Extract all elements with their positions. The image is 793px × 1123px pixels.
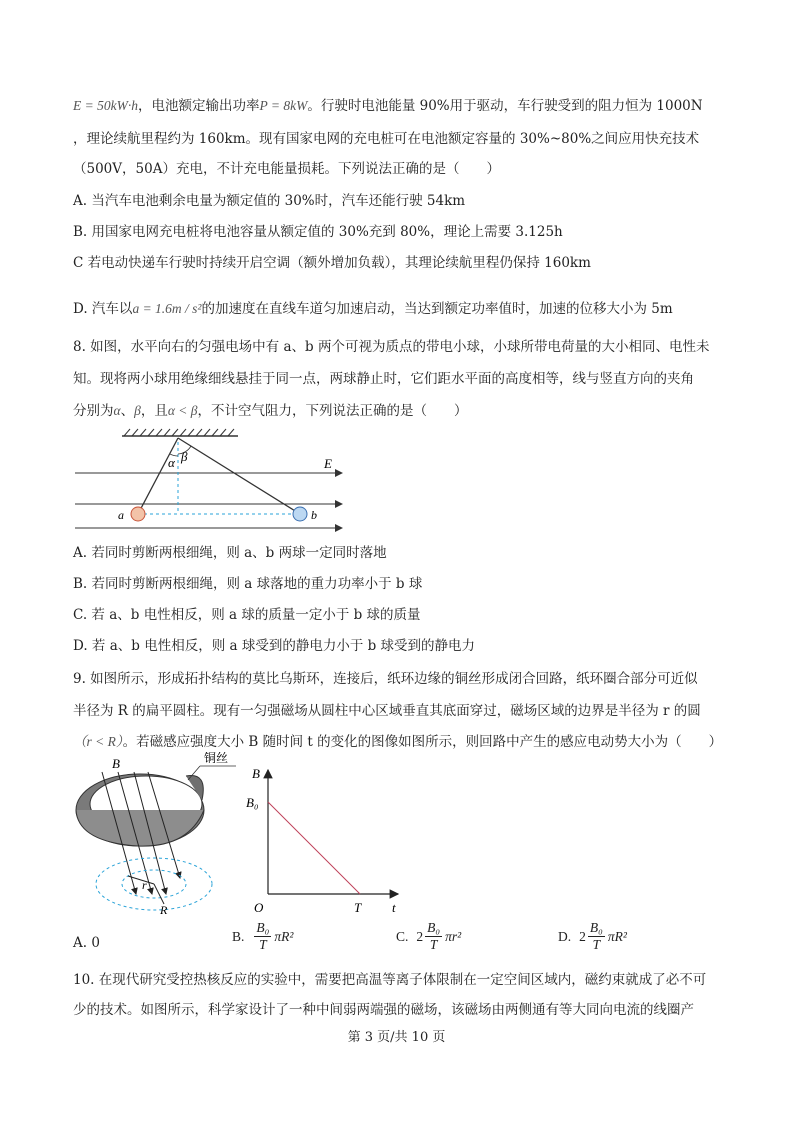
q9-option-c — [396, 920, 461, 953]
q9-option-c-num: B₀ — [427, 920, 441, 935]
origin-label: O — [254, 900, 264, 915]
q7-option-c: C 若电动快递车行驶时持续开启空调（额外增加负载），其理论续航里程仍保持 160km — [73, 255, 591, 271]
q9-option-c-coef: 2 — [416, 928, 424, 944]
q9-option-b-tail: πR² — [274, 928, 294, 944]
ring-side — [76, 810, 204, 846]
q7-line2: ，理论续航里程约为 160km。现有国家电网的充电桩可在电池额定容量的 30%~80%之间应用快充技术 — [73, 131, 700, 147]
q8-option-b: B. 若同时剪断两根细绳，则 a 球落地的重力功率小于 b 球 — [73, 576, 423, 592]
q8-line3-text-b: ，且 — [140, 403, 168, 419]
ball-b — [293, 507, 307, 521]
q7-line1-text-a: ，电池额定输出功率 — [137, 98, 260, 114]
q9-option-d-num: B₀ — [589, 920, 603, 935]
ceiling-hatch — [124, 429, 234, 436]
q7-line3: （500V，50A）充电，不计充电能量损耗。下列说法正确的是（ ） — [73, 161, 500, 177]
q9-option-d-den: T — [592, 937, 601, 952]
t-end-label: T — [354, 900, 362, 915]
y-axis-label: B — [252, 766, 260, 781]
q7-option-a: A. 当汽车电池剩余电量为额定值的 30%时，汽车还能行驶 54km — [73, 193, 466, 209]
q9-option-c-fraction — [425, 920, 442, 953]
q10-line1: 10. 在现代研究受控热核反应的实验中，需要把高温等离子体限制在一定空间区域内，磁约束就成了必不可 — [73, 972, 707, 988]
alpha-label: α — [168, 455, 175, 470]
q9-line1: 9. 如图所示，形成拓扑结构的莫比乌斯环，连接后，纸环边缘的铜丝形成闭合回路，纸环圈合部分可近似 — [73, 671, 698, 687]
q7-power-formula: P = 8kW — [259, 98, 308, 113]
q7-line1-text-b: 。行驶时电池能量 90%用于驱动，车行驶受到的阻力恒为 1000N — [307, 98, 703, 114]
r-label: r — [142, 878, 147, 892]
copper-label: 铜丝 — [204, 752, 229, 765]
q7-option-b: B. 用国家电网充电桩将电池容量从额定值的 30%充到 80%，理论上需要 3.125h — [73, 224, 563, 240]
q9-option-c-den: T — [429, 937, 438, 952]
q9-condition: （r < R） — [73, 734, 123, 749]
q9-option-b-den: T — [259, 937, 267, 952]
q9-line3 — [73, 733, 722, 751]
field-label: E — [324, 456, 332, 471]
q9-option-d-coef: 2 — [579, 928, 586, 944]
q9-option-b-fraction — [254, 920, 271, 953]
beta-label: β — [181, 449, 188, 464]
ball-a-label: a — [118, 508, 124, 522]
q7-option-d-prefix: D. 汽车以 — [73, 301, 133, 317]
q8-option-d: D. 若 a、b 电性相反，则 a 球受到的静电力小于 b 球受到的静电力 — [73, 638, 476, 654]
q9-line3-text: 。若磁感应强度大小 B 随时间 t 的变化的图像如图所示，则回路中产生的感应电动势大小为（ ） — [122, 734, 723, 750]
radius-R — [154, 884, 164, 904]
q9-option-d-prefix: D. — [558, 928, 572, 944]
q7-option-d-formula: a = 1.6m / s² — [132, 301, 202, 316]
q8-line3-text-c: ，不计空气阻力，下列说法正确的是（ ） — [197, 403, 468, 419]
q9-option-a: A. 0 — [73, 935, 100, 951]
q8-option-a: A. 若同时剪断两根细绳，则 a、b 两球一定同时落地 — [73, 545, 387, 561]
q9-option-d-tail: πR² — [607, 928, 627, 944]
q8-line3-sep: 、 — [120, 403, 135, 419]
q8-alpha: α — [113, 403, 121, 418]
q8-line1: 8. 如图，水平向右的匀强电场中有 a、b 两个可视为质点的带电小球，小球所带电荷量的大小相同、电性未 — [73, 339, 710, 355]
q10-line2: 少的技术。如图所示，科学家设计了一种中间弱两端强的磁场，该磁场由两侧通有等大同向电流的线圈产 — [73, 1002, 694, 1018]
q9-option-d-fraction — [588, 920, 605, 953]
q9-option-b — [232, 920, 293, 953]
q7-energy-formula: E = 50kW·h — [73, 98, 138, 113]
q8-beta: β — [134, 403, 141, 418]
q9-ring-figure — [68, 752, 253, 922]
q8-inequality: α < β — [167, 403, 198, 418]
q9-option-c-tail: πr² — [445, 928, 462, 944]
q7-option-d — [73, 300, 673, 318]
q9-bt-graph — [240, 762, 410, 920]
q9-option-c-prefix: C. — [396, 928, 409, 944]
q9-option-b-num: B₀ — [256, 920, 270, 935]
q7-line1 — [73, 97, 703, 115]
ball-a — [131, 507, 145, 521]
bt-line — [268, 802, 360, 894]
q8-option-c: C. 若 a、b 电性相反，则 a 球的质量一定小于 b 球的质量 — [73, 607, 421, 623]
q8-line2: 知。现将两小球用绝缘细线悬挂于同一点，两球静止时，它们距水平面的高度相等，线与竖直方向的夹角 — [73, 371, 694, 387]
ball-b-label: b — [311, 508, 317, 522]
R-label: R — [160, 903, 168, 917]
q7-option-d-suffix: 的加速度在直线车道匀加速启动，当达到额定功率值时，加速的位移大小为 5m — [201, 301, 673, 317]
q9-option-d — [558, 920, 627, 953]
x-axis-label: t — [392, 900, 396, 915]
q9-line2: 半径为 R 的扁平圆柱。现有一匀强磁场从圆柱中心区域垂直其底面穿过，磁场区域的边界是半径为 r 的圆 — [73, 703, 701, 719]
page-footer: 第 3 页/共 10 页 — [347, 1030, 446, 1045]
thread-a — [138, 438, 178, 514]
q8-figure — [70, 428, 360, 538]
b0-label: B₀ — [246, 795, 259, 810]
q8-line3-text-a: 分别为 — [73, 403, 114, 419]
q8-line3 — [73, 402, 468, 420]
thread-b — [178, 438, 300, 514]
q9-option-b-prefix: B. — [232, 928, 245, 944]
ring-b-label: B — [112, 756, 120, 771]
